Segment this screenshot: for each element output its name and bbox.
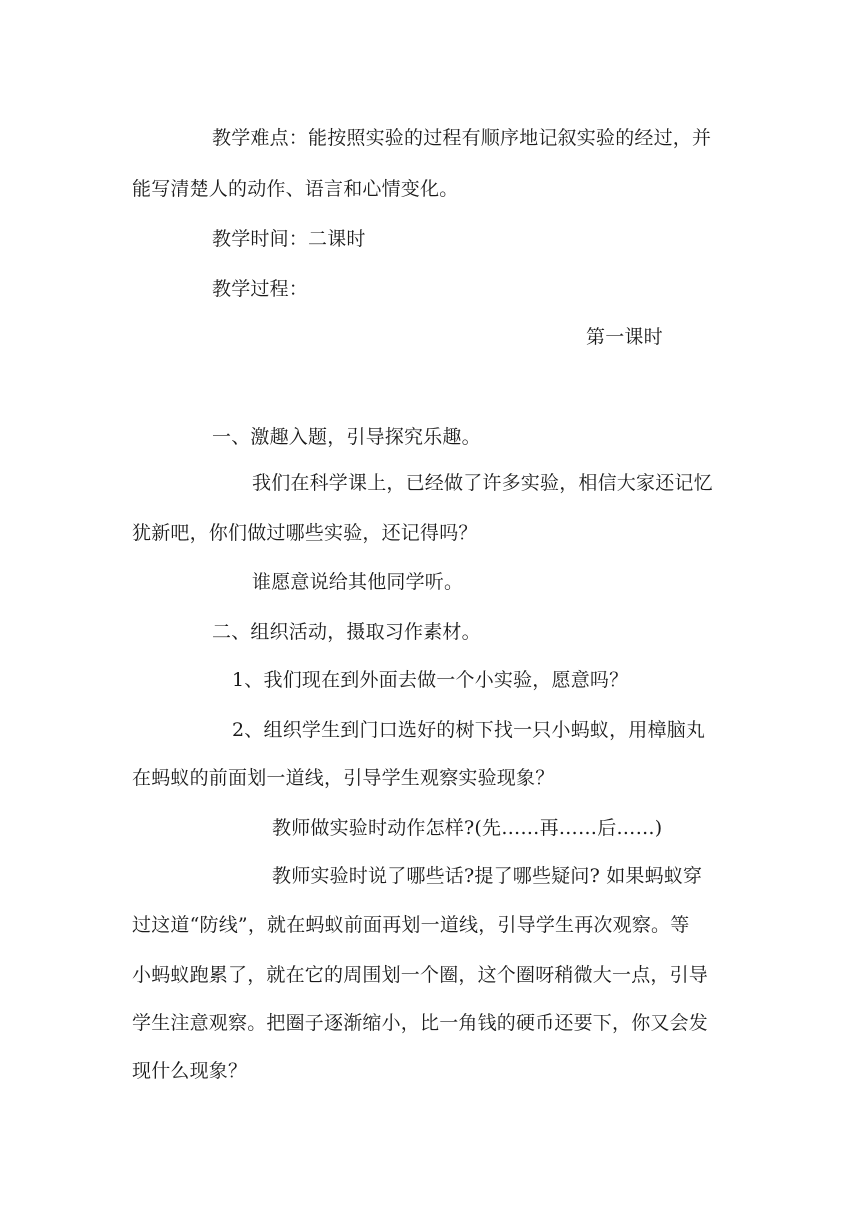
question-2-line-1: 教师实验时说了哪些话?提了哪些疑问? 如果蚂蚁穿 [272, 865, 703, 887]
list-item-2-line-1: 2、组织学生到门口选好的树下找一只小蚂蚁，用樟脑丸 [232, 719, 706, 741]
teaching-time: 教学时间：二课时 [212, 228, 366, 250]
question-2-line-5: 现什么现象？ [132, 1060, 248, 1082]
list-item-1: 1、我们现在到外面去做一个小实验，愿意吗？ [232, 669, 629, 691]
section-1-title: 一、激趣入题，引导探究乐趣。 [212, 426, 481, 448]
difficulty-line-1: 教学难点：能按照实验的过程有顺序地记叙实验的经过，并 [212, 127, 712, 149]
section-2-title: 二、组织活动，摄取习作素材。 [212, 621, 481, 643]
list-item-2-line-2: 在蚂蚁的前面划一道线，引导学生观察实验现象？ [132, 767, 555, 789]
question-2-line-2: 过这道“防线”，就在蚂蚁前面再划一道线，引导学生再次观察。等 [132, 914, 690, 936]
section-1-paragraph-2: 谁愿意说给其他同学听。 [252, 571, 464, 593]
lesson-heading: 第一课时 [586, 326, 663, 348]
section-1-paragraph-1-line-2: 犹新吧，你们做过哪些实验，还记得吗？ [132, 522, 478, 544]
teaching-process: 教学过程： [212, 278, 309, 300]
question-2-line-3: 小蚂蚁跑累了，就在它的周围划一个圈，这个圈呀稍微大一点，引导 [132, 964, 709, 986]
section-1-paragraph-1-line-1: 我们在科学课上，已经做了许多实验，相信大家还记忆 [252, 472, 713, 494]
question-2-line-4: 学生注意观察。把圈子逐渐缩小，比一角钱的硬币还要下，你又会发 [132, 1012, 709, 1034]
difficulty-line-2: 能写清楚人的动作、语言和心情变化。 [132, 178, 459, 200]
question-1: 教师做实验时动作怎样?(先……再……后……) [272, 817, 663, 839]
